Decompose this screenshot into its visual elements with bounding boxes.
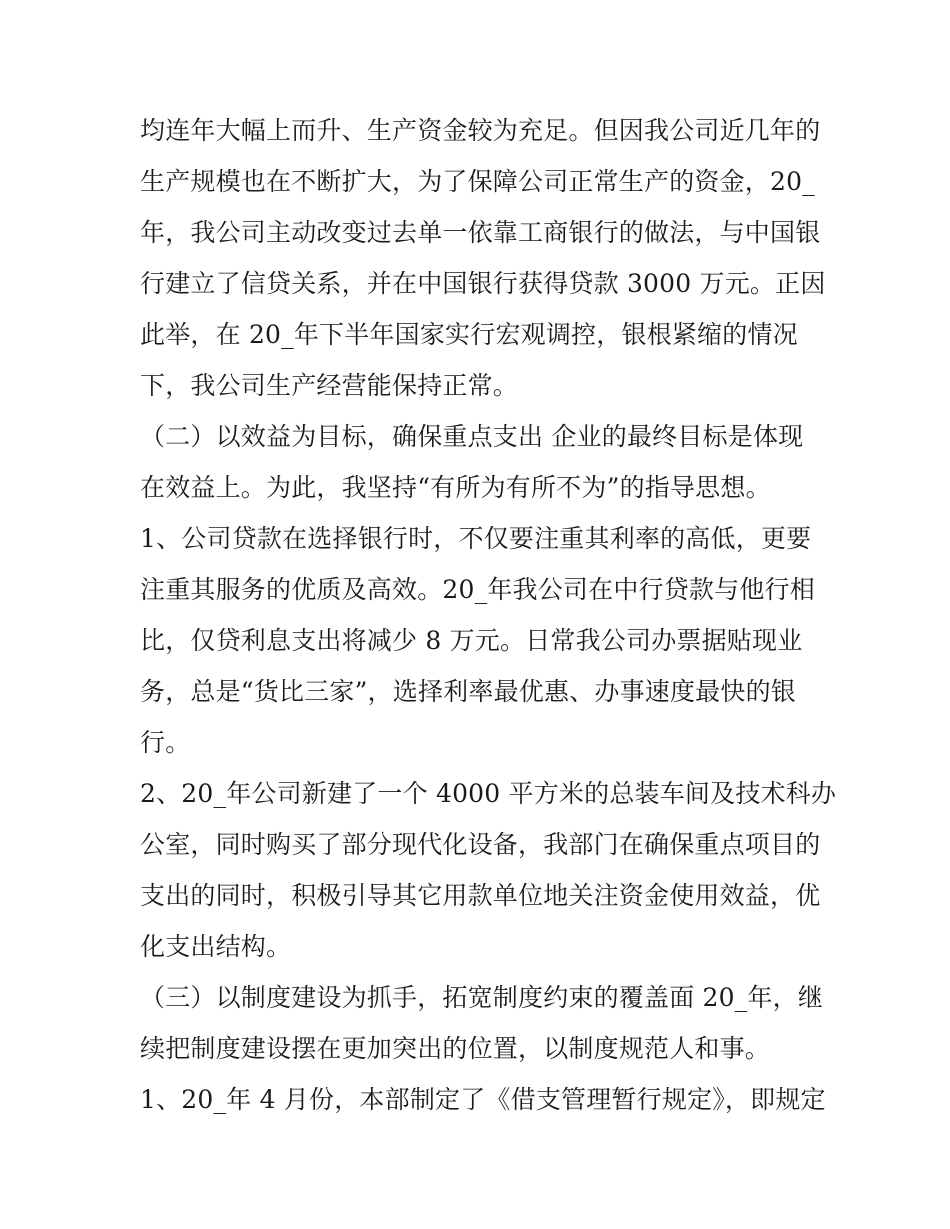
list-item-1: 1、公司贷款在选择银行时，不仅要注重其利率的高低，更要 bbox=[140, 524, 812, 553]
list-item-3: 1、20_年 4 月份，本部制定了《借支管理暂行规定》，即规定 bbox=[140, 1085, 826, 1114]
text-line-3: 年，我公司主动改变过去单一依靠工商银行的做法，与中国银 bbox=[140, 218, 821, 247]
text-line-17: 化支出结构。 bbox=[140, 932, 292, 961]
list-item-2: 2、20_年公司新建了一个 4000 平方米的总装车间及技术科办 bbox=[140, 779, 837, 808]
document-body bbox=[140, 105, 837, 1125]
text-line-11: 比，仅贷利息支出将减少 8 万元。日常我公司办票据贴现业 bbox=[140, 626, 803, 655]
text-line-10: 注重其服务的优质及高效。20_年我公司在中行贷款与他行相 bbox=[140, 575, 815, 604]
section-heading-2: （二）以效益为目标，确保重点支出 企业的最终目标是体现 bbox=[140, 422, 804, 451]
text-line-4: 行建立了信贷关系，并在中国银行获得贷款 3000 万元。正因 bbox=[140, 269, 826, 298]
text-line-1: 均连年大幅上而升、生产资金较为充足。但因我公司近几年的 bbox=[140, 116, 821, 145]
text-line-19: 续把制度建设摆在更加突出的位置，以制度规范人和事。 bbox=[140, 1034, 771, 1063]
text-line-5: 此举，在 20_年下半年国家实行宏观调控，银根紧缩的情况 bbox=[140, 320, 798, 349]
text-line-2: 生产规模也在不断扩大，为了保障公司正常生产的资金，20_ bbox=[140, 167, 815, 196]
text-line-13: 行。 bbox=[140, 728, 191, 757]
text-line-8: 在效益上。为此，我坚持“有所为有所不为”的指导思想。 bbox=[140, 473, 771, 502]
text-line-6: 下，我公司生产经营能保持正常。 bbox=[140, 371, 519, 400]
text-line-15: 公室，同时购买了部分现代化设备，我部门在确保重点项目的 bbox=[140, 830, 821, 859]
section-heading-3: （三）以制度建设为抓手，拓宽制度约束的覆盖面 20_年，继 bbox=[140, 983, 824, 1012]
text-line-12: 务，总是“货比三家”，选择利率最优惠、办事速度最快的银 bbox=[140, 677, 796, 706]
text-line-16: 支出的同时，积极引导其它用款单位地关注资金使用效益，优 bbox=[140, 881, 821, 910]
